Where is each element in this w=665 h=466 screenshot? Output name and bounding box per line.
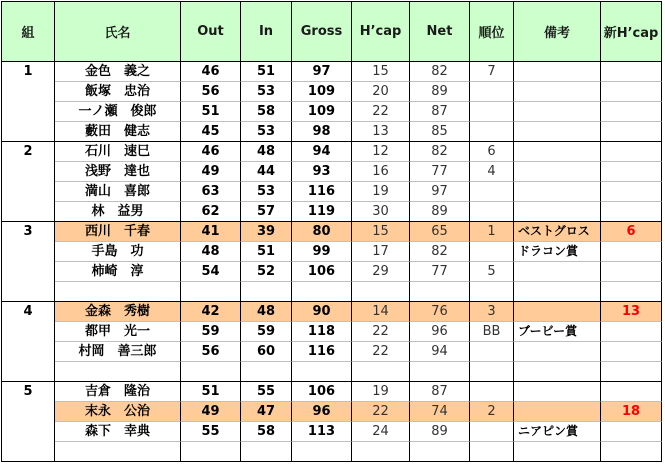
cell-hcap: 22: [352, 322, 410, 342]
cell-in: 53: [241, 82, 292, 102]
cell-in: 39: [241, 222, 292, 242]
cell-in: 53: [241, 122, 292, 142]
cell-note: [514, 142, 601, 162]
cell-out: 51: [181, 382, 241, 402]
cell-name: 末永 公治: [55, 402, 181, 422]
cell-name: 金森 秀樹: [55, 302, 181, 322]
table-row: [2, 282, 662, 302]
cell-group: 4: [2, 302, 55, 382]
cell-out: 63: [181, 182, 241, 202]
cell-note: [514, 282, 601, 302]
cell-out: 46: [181, 142, 241, 162]
cell-name: 飯塚 忠治: [55, 82, 181, 102]
header-group: 組: [2, 2, 55, 62]
table-row: [2, 122, 662, 142]
cell-name: 一ノ瀬 俊郎: [55, 102, 181, 122]
table-row: [2, 202, 662, 222]
table-header: [2, 2, 662, 62]
cell-hcap: 24: [352, 422, 410, 442]
cell-in: [241, 282, 292, 302]
cell-note: [514, 342, 601, 362]
table-row: [2, 402, 662, 422]
cell-rank: 4: [470, 162, 514, 182]
cell-new-hcap: [601, 362, 662, 382]
cell-note: ニアピン賞: [514, 422, 601, 442]
cell-note: [514, 382, 601, 402]
cell-in: 51: [241, 62, 292, 82]
cell-in: [241, 442, 292, 462]
cell-rank: 3: [470, 302, 514, 322]
cell-out: [181, 442, 241, 462]
cell-out: 41: [181, 222, 241, 242]
cell-name: 浅野 達也: [55, 162, 181, 182]
cell-gross: 106: [292, 382, 352, 402]
cell-hcap: 16: [352, 162, 410, 182]
table-row: [2, 242, 662, 262]
cell-out: 42: [181, 302, 241, 322]
cell-in: [241, 362, 292, 382]
cell-gross: [292, 362, 352, 382]
table-row: [2, 422, 662, 442]
cell-name: 石川 速巳: [55, 142, 181, 162]
cell-group: 2: [2, 142, 55, 222]
cell-name: 森下 幸典: [55, 422, 181, 442]
cell-name: 林 益男: [55, 202, 181, 222]
cell-hcap: 29: [352, 262, 410, 282]
cell-in: 59: [241, 322, 292, 342]
cell-net: 82: [410, 242, 470, 262]
cell-gross: 118: [292, 322, 352, 342]
table-row: [2, 162, 662, 182]
cell-out: 46: [181, 62, 241, 82]
cell-name: 柿崎 淳: [55, 262, 181, 282]
table-row: [2, 262, 662, 282]
cell-gross: 116: [292, 182, 352, 202]
cell-net: 87: [410, 102, 470, 122]
cell-net: 96: [410, 322, 470, 342]
cell-rank: 5: [470, 262, 514, 282]
cell-new-hcap: [601, 122, 662, 142]
cell-out: 62: [181, 202, 241, 222]
cell-hcap: [352, 282, 410, 302]
cell-note: [514, 302, 601, 322]
cell-hcap: 30: [352, 202, 410, 222]
cell-new-hcap: [601, 322, 662, 342]
cell-net: 76: [410, 302, 470, 322]
cell-new-hcap: [601, 162, 662, 182]
cell-note: [514, 442, 601, 462]
table-row: [2, 182, 662, 202]
cell-name: [55, 362, 181, 382]
cell-in: 55: [241, 382, 292, 402]
cell-note: ベストグロス: [514, 222, 601, 242]
cell-out: 49: [181, 402, 241, 422]
cell-hcap: 22: [352, 402, 410, 422]
cell-in: 44: [241, 162, 292, 182]
cell-gross: [292, 282, 352, 302]
cell-new-hcap: [601, 282, 662, 302]
cell-note: [514, 362, 601, 382]
cell-rank: [470, 122, 514, 142]
cell-note: [514, 202, 601, 222]
cell-hcap: 22: [352, 342, 410, 362]
cell-new-hcap: 18: [601, 402, 662, 422]
header-in: In: [241, 2, 292, 62]
cell-new-hcap: [601, 182, 662, 202]
header-note: 備考: [514, 2, 601, 62]
cell-new-hcap: [601, 262, 662, 282]
cell-rank: [470, 362, 514, 382]
cell-gross: 98: [292, 122, 352, 142]
cell-note: [514, 262, 601, 282]
cell-new-hcap: [601, 382, 662, 402]
cell-rank: [470, 442, 514, 462]
table-row: [2, 342, 662, 362]
cell-gross: 94: [292, 142, 352, 162]
cell-gross: 106: [292, 262, 352, 282]
cell-new-hcap: [601, 142, 662, 162]
table-row: [2, 62, 662, 82]
table-row: [2, 82, 662, 102]
cell-out: 51: [181, 102, 241, 122]
cell-net: 87: [410, 382, 470, 402]
cell-name: [55, 442, 181, 462]
cell-gross: 99: [292, 242, 352, 262]
cell-note: [514, 82, 601, 102]
cell-gross: 97: [292, 62, 352, 82]
cell-name: 満山 喜郎: [55, 182, 181, 202]
cell-hcap: 22: [352, 102, 410, 122]
cell-rank: 6: [470, 142, 514, 162]
cell-net: [410, 362, 470, 382]
cell-in: 58: [241, 102, 292, 122]
header-gross: Gross: [292, 2, 352, 62]
table-row: [2, 442, 662, 462]
cell-rank: [470, 82, 514, 102]
cell-out: 48: [181, 242, 241, 262]
cell-hcap: 17: [352, 242, 410, 262]
table-row: [2, 142, 662, 162]
cell-hcap: 20: [352, 82, 410, 102]
cell-out: 59: [181, 322, 241, 342]
cell-note: [514, 62, 601, 82]
header-name: 氏名: [55, 2, 181, 62]
table-body: [2, 62, 662, 462]
cell-gross: 93: [292, 162, 352, 182]
cell-new-hcap: 6: [601, 222, 662, 242]
cell-group: 5: [2, 382, 55, 462]
cell-name: [55, 282, 181, 302]
cell-name: 吉倉 隆治: [55, 382, 181, 402]
table-row: [2, 382, 662, 402]
cell-rank: [470, 102, 514, 122]
cell-rank: [470, 242, 514, 262]
cell-name: 手島 功: [55, 242, 181, 262]
cell-rank: 2: [470, 402, 514, 422]
table-row: [2, 102, 662, 122]
cell-net: 65: [410, 222, 470, 242]
cell-new-hcap: [601, 242, 662, 262]
cell-new-hcap: [601, 82, 662, 102]
header-out: Out: [181, 2, 241, 62]
cell-net: 74: [410, 402, 470, 422]
cell-gross: 109: [292, 82, 352, 102]
score-table: [1, 1, 662, 462]
cell-hcap: 19: [352, 182, 410, 202]
cell-net: 97: [410, 182, 470, 202]
cell-note: ドラコン賞: [514, 242, 601, 262]
header-hcap: H’cap: [352, 2, 410, 62]
cell-new-hcap: [601, 202, 662, 222]
header-net: Net: [410, 2, 470, 62]
cell-net: 89: [410, 422, 470, 442]
header-rank: 順位: [470, 2, 514, 62]
cell-rank: [470, 202, 514, 222]
cell-new-hcap: [601, 422, 662, 442]
cell-hcap: [352, 362, 410, 382]
table-row: [2, 302, 662, 322]
cell-gross: 90: [292, 302, 352, 322]
cell-gross: 119: [292, 202, 352, 222]
table-row: [2, 322, 662, 342]
header-new-hcap: 新H’cap: [601, 2, 662, 62]
cell-out: [181, 362, 241, 382]
cell-in: 47: [241, 402, 292, 422]
cell-note: [514, 182, 601, 202]
cell-in: 48: [241, 142, 292, 162]
cell-group: 1: [2, 62, 55, 142]
cell-gross: 113: [292, 422, 352, 442]
cell-new-hcap: [601, 342, 662, 362]
cell-out: [181, 282, 241, 302]
cell-group: 3: [2, 222, 55, 302]
cell-name: 藪田 健志: [55, 122, 181, 142]
cell-rank: 7: [470, 62, 514, 82]
cell-rank: [470, 342, 514, 362]
cell-new-hcap: [601, 62, 662, 82]
cell-rank: BB: [470, 322, 514, 342]
cell-in: 51: [241, 242, 292, 262]
cell-out: 56: [181, 342, 241, 362]
cell-in: 52: [241, 262, 292, 282]
cell-out: 45: [181, 122, 241, 142]
cell-net: 89: [410, 82, 470, 102]
table-row: [2, 222, 662, 242]
cell-gross: [292, 442, 352, 462]
header-row: [2, 2, 662, 62]
cell-hcap: 15: [352, 62, 410, 82]
table-row: [2, 362, 662, 382]
cell-note: ブービー賞: [514, 322, 601, 342]
cell-in: 53: [241, 182, 292, 202]
cell-gross: 109: [292, 102, 352, 122]
cell-hcap: 13: [352, 122, 410, 142]
cell-rank: [470, 422, 514, 442]
cell-gross: 116: [292, 342, 352, 362]
cell-in: 60: [241, 342, 292, 362]
cell-in: 58: [241, 422, 292, 442]
cell-gross: 80: [292, 222, 352, 242]
cell-net: [410, 442, 470, 462]
cell-out: 55: [181, 422, 241, 442]
cell-out: 54: [181, 262, 241, 282]
cell-name: 金色 義之: [55, 62, 181, 82]
cell-hcap: 15: [352, 222, 410, 242]
cell-new-hcap: 13: [601, 302, 662, 322]
cell-net: 94: [410, 342, 470, 362]
cell-note: [514, 102, 601, 122]
cell-rank: [470, 382, 514, 402]
cell-out: 56: [181, 82, 241, 102]
cell-name: 村岡 善三郎: [55, 342, 181, 362]
cell-in: 48: [241, 302, 292, 322]
cell-net: 77: [410, 162, 470, 182]
cell-note: [514, 162, 601, 182]
cell-rank: [470, 282, 514, 302]
cell-net: 82: [410, 62, 470, 82]
cell-hcap: 19: [352, 382, 410, 402]
cell-rank: [470, 182, 514, 202]
cell-name: 西川 千春: [55, 222, 181, 242]
cell-net: 77: [410, 262, 470, 282]
cell-net: 85: [410, 122, 470, 142]
cell-out: 49: [181, 162, 241, 182]
cell-hcap: 12: [352, 142, 410, 162]
cell-gross: 96: [292, 402, 352, 422]
cell-hcap: [352, 442, 410, 462]
cell-new-hcap: [601, 102, 662, 122]
cell-net: 82: [410, 142, 470, 162]
cell-name: 都甲 光一: [55, 322, 181, 342]
cell-note: [514, 122, 601, 142]
cell-hcap: 14: [352, 302, 410, 322]
cell-in: 57: [241, 202, 292, 222]
cell-new-hcap: [601, 442, 662, 462]
cell-net: 89: [410, 202, 470, 222]
cell-note: [514, 402, 601, 422]
cell-net: [410, 282, 470, 302]
cell-rank: 1: [470, 222, 514, 242]
